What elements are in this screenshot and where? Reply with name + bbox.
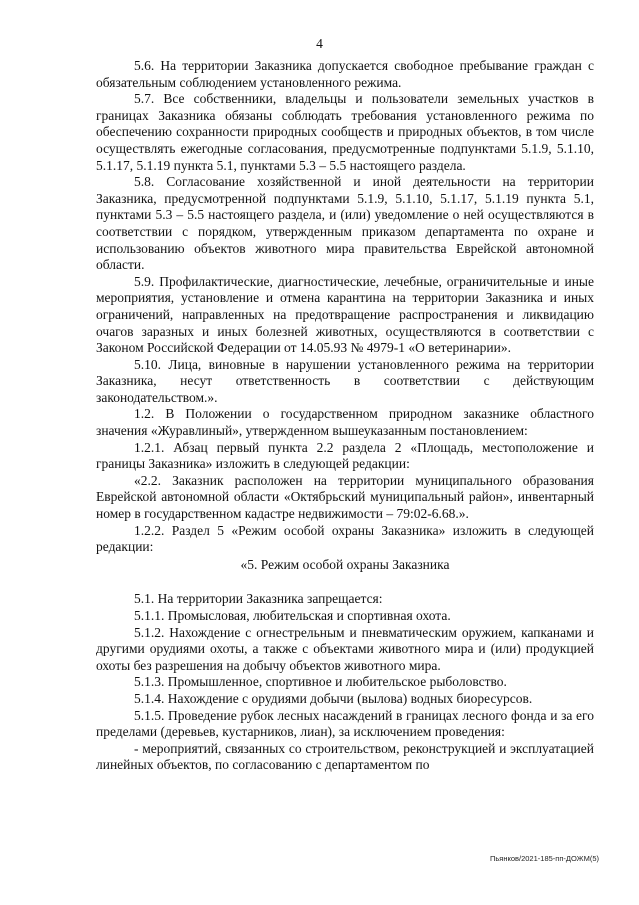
- spacer: [96, 573, 594, 591]
- paragraph: 5.10. Лица, виновные в нарушении установленного режима на территории Заказника, несут ответственность в соответствии с действующим законодательством.».: [96, 356, 594, 405]
- section-heading: «5. Режим особой охраны Заказника: [240, 556, 450, 572]
- paragraph: 5.1.3. Промышленное, спортивное и любительское рыболовство.: [134, 674, 507, 690]
- paragraph: 5.1. На территории Заказника запрещается:: [134, 591, 383, 607]
- paragraph: - мероприятий, связанных со строительством, реконструкцией и эксплуатацией линейных объектов, по согласованию с департаментом по: [96, 740, 594, 773]
- paragraph: 5.7. Все собственники, владельцы и пользователи земельных участков в границах Заказника обязаны соблюдать требования установленного режима по обеспечению сохранности природных сообществ и природных объектов, в том числе осуществлять ежегодные согласования, предусмотренные подпунктами 5.1.9, 5.1.10, 5.1.17, 5.1.19 пункта 5.1, пунктами 5.3 – 5.5 настоящего раздела.: [96, 91, 594, 173]
- paragraph: «2.2. Заказник расположен на территории муниципального образования Еврейской автономной области «Октябрьский муниципальный район», инвентарный номер в государственном кадастре недвижимости – 79:02-6.68.».: [96, 472, 594, 522]
- paragraph: 5.9. Профилактические, диагностические, лечебные, ограничительные и иные мероприятия, установление и отмена карантина на территории Заказника и иных ограничений, направленных на предотвращение распространения и ликвидацию очагов заразных и иных болезней животных, осуществляются в соответствии с Законом Российской Федерации от 14.05.93 № 4979-1 «О ветеринарии».: [96, 273, 594, 356]
- paragraph: 5.8. Согласование хозяйственной и иной деятельности на территории Заказника, предусмотренной подпунктами 5.1.9, 5.1.10, 5.1.17, 5.1.19 пункта 5.1, пунктами 5.3 – 5.5 настоящего раздела, и (или) уведомление о ней осуществляются в соответствии с порядком, утвержденным приказом департамента по охране и использованию объектов животного мира правительства Еврейской автономной области.: [96, 174, 594, 273]
- paragraph: 5.1.4. Нахождение с орудиями добычи (вылова) водных биоресурсов.: [134, 690, 533, 706]
- paragraph: 5.1.5. Проведение рубок лесных насаждений в границах лесного фонда и за его пределами (деревьев, кустарников, лиан), за исключением проведения:: [96, 707, 594, 740]
- document-body: [96, 58, 594, 774]
- paragraph: 5.1.2. Нахождение с огнестрельным и пневматическим оружием, капканами и другими орудиями охоты, а также с объектами животного мира и (или) продукцией охоты без разрешения на добычу объектов животного мира.: [96, 624, 594, 673]
- paragraph: 1.2.2. Раздел 5 «Режим особой охраны Заказника» изложить в следующей редакции:: [96, 522, 594, 555]
- paragraph: 5.1.1. Промысловая, любительская и спортивная охота.: [134, 608, 451, 623]
- paragraph: 1.2. В Положении о государственном природном заказнике областного значения «Журавлиный», утвержденном вышеуказанным постановлением:: [96, 406, 594, 439]
- paragraph: 5.6. На территории Заказника допускается свободное пребывание граждан с обязательным соблюдением установленного режима.: [96, 58, 594, 90]
- paragraph: 1.2.1. Абзац первый пункта 2.2 раздела 2 «Площадь, местоположение и границы Заказника» изложить в следующей редакции:: [96, 439, 594, 472]
- page-number: 4: [316, 36, 323, 51]
- document-footer-code: Пьянков/2021-185-пп-ДОЖМ(5): [489, 854, 599, 863]
